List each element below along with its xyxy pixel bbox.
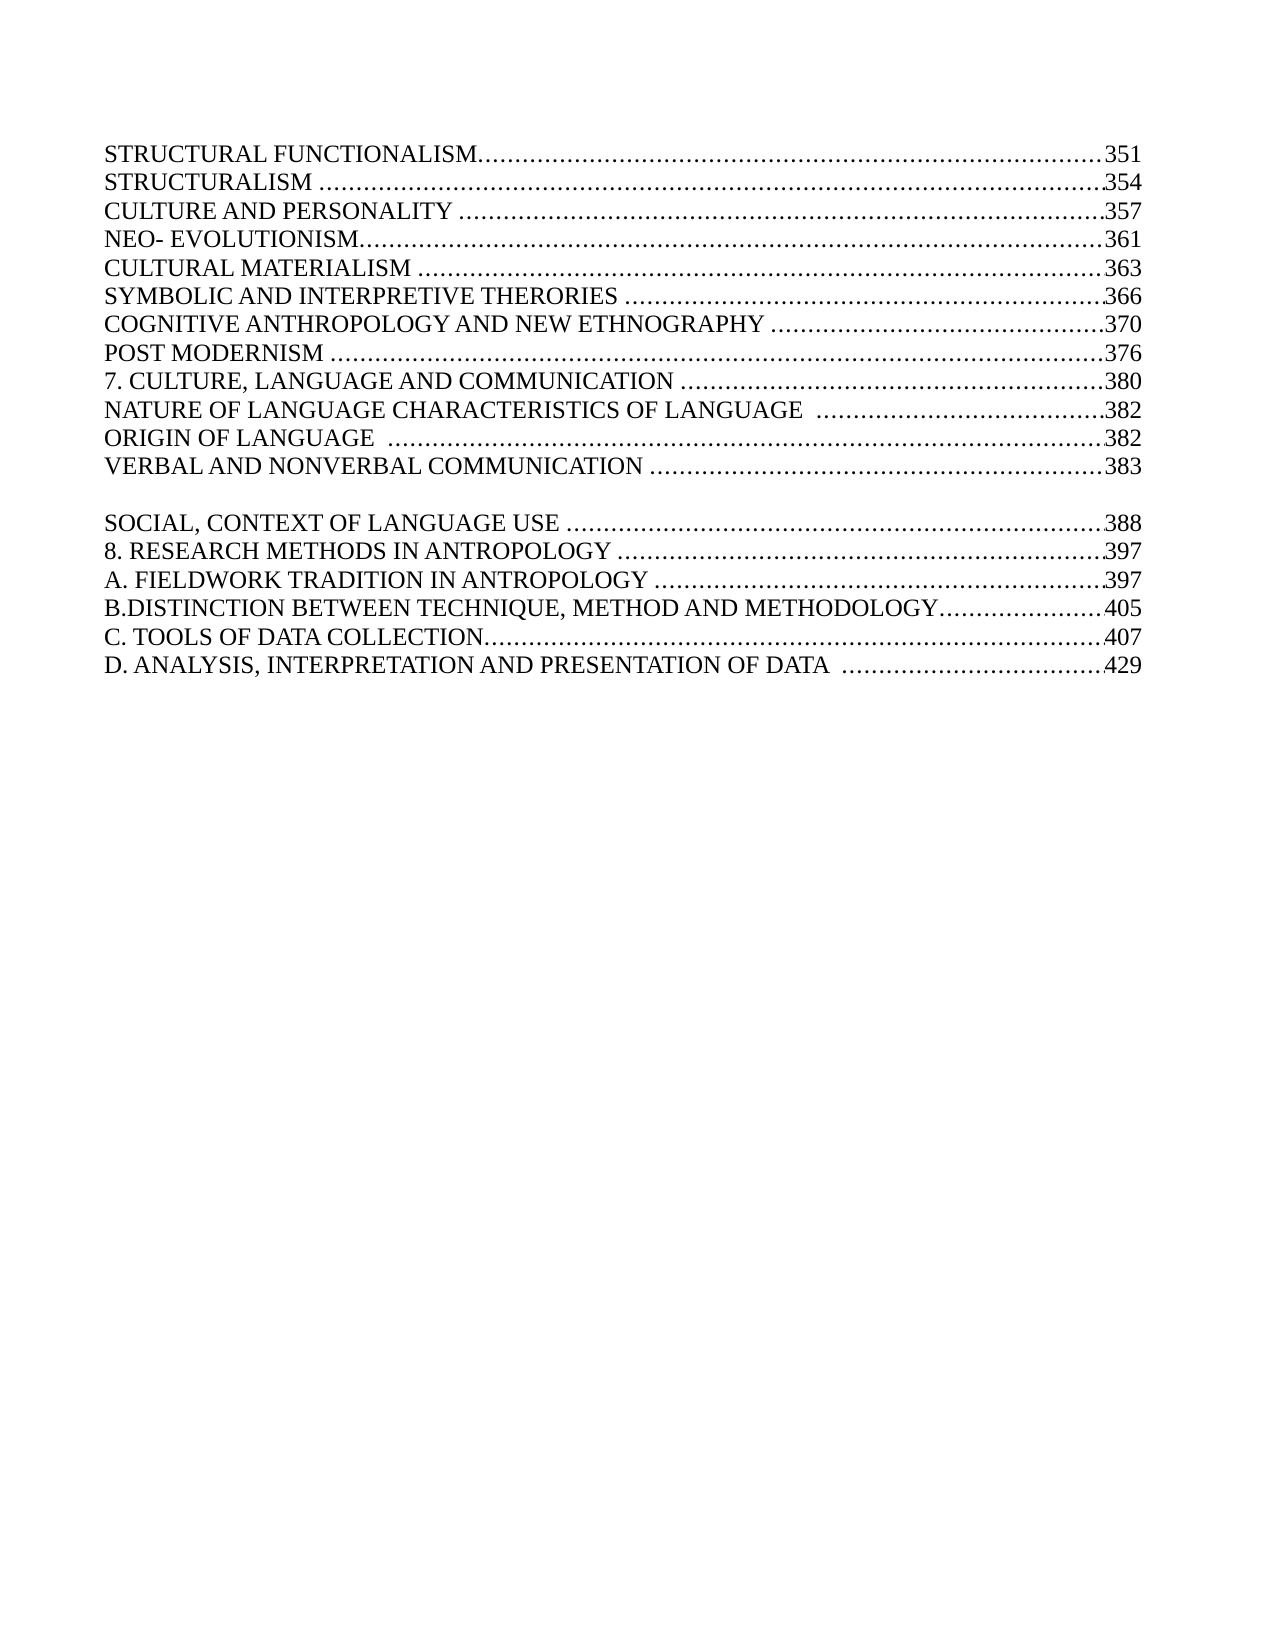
toc-page-number: 354 [1104,169,1142,197]
toc-page-number: 361 [1104,226,1142,254]
toc-page-number: 366 [1104,283,1142,311]
toc-page-number: 405 [1104,595,1142,623]
toc-entry [104,453,1142,481]
toc-entry-title: C. TOOLS OF DATA COLLECTION [104,623,484,651]
toc-entry [104,226,1142,254]
toc-entry-title: SOCIAL, CONTEXT OF LANGUAGE USE [104,509,567,537]
toc-dot-leader [319,169,1105,197]
toc-entry-title: STRUCTURAL FUNCTIONALISM [104,141,478,168]
toc-dot-leader [458,198,1104,226]
toc-entry [104,397,1142,425]
toc-dot-leader [387,425,1104,453]
toc-page-number: 351 [1104,141,1142,168]
toc-entry-title: CULTURAL MATERIALISM [104,254,418,282]
toc-page-number: 388 [1104,509,1142,537]
toc-entry [104,538,1142,566]
toc-dot-leader [624,283,1104,311]
toc-dot-leader [654,567,1105,595]
toc-entry-title: NATURE OF LANGUAGE CHARACTERISTICS OF LANGUAGE [104,396,816,424]
toc-entry-title: B.DISTINCTION BETWEEN TECHNIQUE, METHOD AND METHODOLOGY [104,595,939,623]
toc-page-number: 363 [1104,254,1142,282]
toc-page-number: 397 [1104,538,1142,566]
toc-entry [104,255,1142,283]
toc-dot-leader [477,141,1104,169]
toc-entry-title: 7. CULTURE, LANGUAGE AND COMMUNICATION [104,368,681,396]
toc-page-number: 383 [1104,453,1142,481]
toc-page-number: 380 [1104,368,1142,396]
toc-page-number: 407 [1104,623,1142,651]
toc-entry [104,283,1142,311]
toc-entry [104,198,1142,226]
toc-entry-title: A. FIELDWORK TRADITION IN ANTROPOLOGY [104,566,654,594]
toc-dot-leader [617,538,1105,566]
toc-dot-leader [566,510,1104,538]
toc-entry-title: SYMBOLIC AND INTERPRETIVE THERORIES [104,283,625,311]
toc-page-number: 382 [1104,396,1142,424]
toc-dot-leader [841,652,1104,680]
toc-entry [104,141,1142,169]
toc-entry-title: POST MODERNISM [104,339,330,367]
toc-entry-title: VERBAL AND NONVERBAL COMMUNICATION [104,453,650,481]
toc-entry-title: ORIGIN OF LANGUAGE [104,425,388,453]
toc-section [104,510,1142,680]
toc-dot-leader [649,453,1104,481]
toc-entry-title: CULTURE AND PERSONALITY [104,197,459,225]
toc-page-number: 370 [1104,311,1142,339]
toc-dot-leader [330,340,1105,368]
toc-entry [104,340,1142,368]
toc-entry [104,425,1142,453]
toc-entry [104,311,1142,339]
toc-page-number: 397 [1104,566,1142,594]
toc-entry [104,567,1142,595]
toc-page-number: 376 [1104,339,1142,367]
toc-list [104,141,1142,680]
toc-page-number: 357 [1104,197,1142,225]
toc-entry-title: COGNITIVE ANTHROPOLOGY AND NEW ETHNOGRAPHY [104,311,771,339]
toc-entry-title: NEO- EVOLUTIONISM [104,226,359,254]
toc-dot-leader [484,624,1105,652]
toc-entry-title: 8. RESEARCH METHODS IN ANTROPOLOGY [104,538,617,566]
toc-entry-title: STRUCTURALISM [104,169,319,197]
toc-dot-leader [359,226,1105,254]
toc-entry [104,510,1142,538]
toc-entry-title: D. ANALYSIS, INTERPRETATION AND PRESENTATION OF DATA [104,651,842,679]
toc-dot-leader [939,595,1105,623]
toc-dot-leader [770,311,1104,339]
toc-dot-leader [816,397,1105,425]
toc-dot-leader [417,255,1104,283]
toc-entry [104,368,1142,396]
toc-dot-leader [680,368,1104,396]
toc-entry [104,652,1142,680]
toc-entry [104,624,1142,652]
toc-page-number: 382 [1104,425,1142,453]
toc-entry [104,595,1142,623]
toc-page-number: 429 [1104,651,1142,679]
toc-entry [104,169,1142,197]
toc-section [104,141,1142,482]
